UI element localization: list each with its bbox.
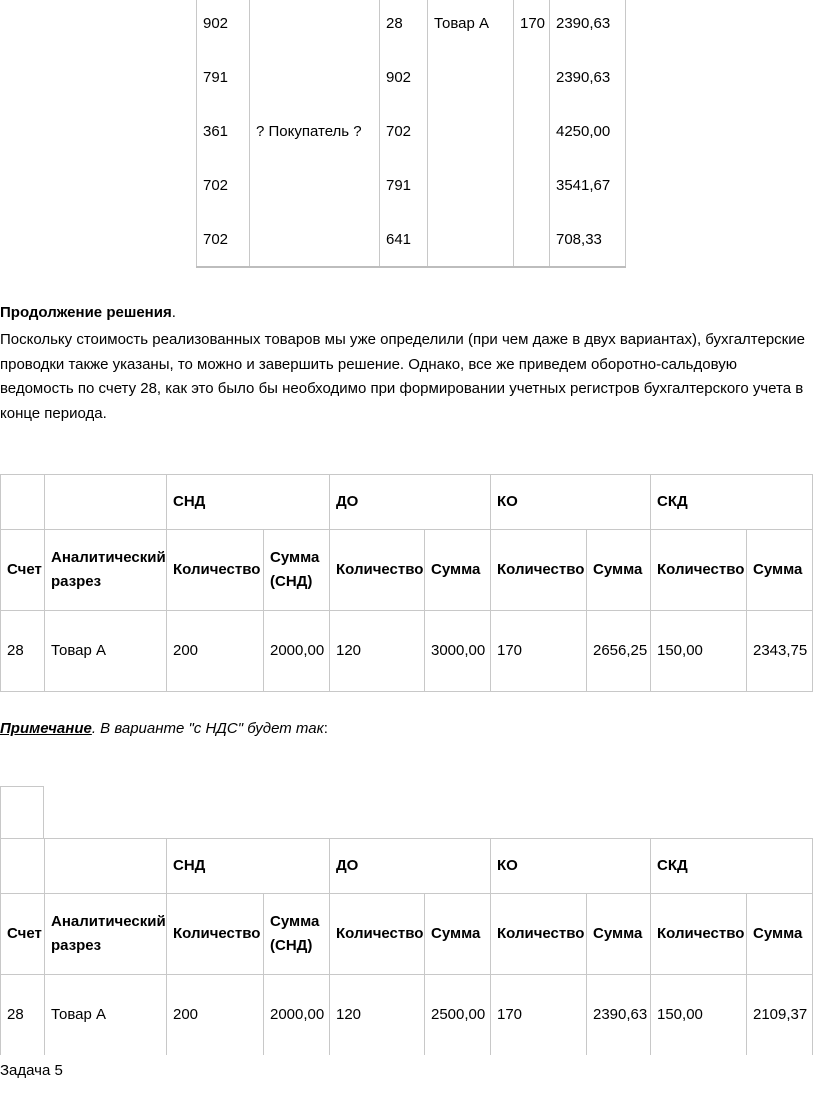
analytics-cell: Товар А [45,975,167,1056]
item-cell [428,50,514,104]
amount-cell: 708,33 [550,212,626,267]
table-row [197,158,626,212]
table-row [197,212,626,267]
quantity-cell: 170 [514,0,550,50]
amount-cell: 4250,00 [550,104,626,158]
column-header: Аналитический разрез [45,894,167,975]
value-cell: 170 [491,975,587,1056]
value-cell: 2500,00 [425,975,491,1056]
value-cell: 2000,00 [264,611,330,692]
column-header: Количество [330,894,425,975]
amount-cell: 3541,67 [550,158,626,212]
item-cell [428,158,514,212]
table-row [197,50,626,104]
section-heading [0,304,176,321]
note-text: . В варианте "с НДС" будет так [91,720,324,737]
group-header-do: ДО [330,475,491,530]
column-header: Сумма [587,530,651,611]
group-header-ko: КО [491,839,651,894]
quantity-cell [514,50,550,104]
debit-account-cell: 902 [197,0,250,50]
debit-account-cell: 791 [197,50,250,104]
heading-dot: . [171,304,176,321]
analytics-cell [250,0,380,50]
quantity-cell [514,212,550,267]
value-cell: 200 [167,611,264,692]
credit-account-cell: 702 [380,104,428,158]
column-header: Количество [491,894,587,975]
column-header: Количество [167,894,264,975]
analytics-cell [250,50,380,104]
task-label: Задача 5 [0,1062,63,1079]
account-cell: 28 [1,975,45,1056]
value-cell: 120 [330,975,425,1056]
column-header-row [1,894,813,975]
credit-account-cell: 641 [380,212,428,267]
value-cell: 2390,63 [587,975,651,1056]
column-header: Сумма [587,894,651,975]
value-cell: 200 [167,975,264,1056]
column-header: Аналитический разрез [45,530,167,611]
group-header-snd: СНД [167,839,330,894]
note-colon: : [323,720,328,737]
column-header: Сумма (СНД) [264,894,330,975]
amount-cell: 2390,63 [550,50,626,104]
value-cell: 150,00 [651,611,747,692]
column-header: Сумма [425,530,491,611]
column-header: Количество [651,530,747,611]
empty-corner-cell [0,786,44,838]
value-cell: 150,00 [651,975,747,1056]
column-header: Счет [1,530,45,611]
credit-account-cell: 791 [380,158,428,212]
column-header: Количество [167,530,264,611]
analytics-cell [250,158,380,212]
debit-account-cell: 361 [197,104,250,158]
column-header: Сумма [747,894,813,975]
journal-entries-table [196,0,626,268]
column-header: Количество [330,530,425,611]
table-row [1,975,813,1056]
account-cell: 28 [1,611,45,692]
analytics-cell: Товар А [45,611,167,692]
item-cell: Товар А [428,0,514,50]
credit-account-cell: 902 [380,50,428,104]
value-cell: 3000,00 [425,611,491,692]
item-cell [428,104,514,158]
note-label: Примечание [0,720,92,737]
quantity-cell [514,104,550,158]
table-row [197,104,626,158]
column-header: Количество [651,894,747,975]
table-row [197,0,626,50]
analytics-cell: ? Покупатель ? [250,104,380,158]
heading-text: Продолжение решения [0,304,172,321]
debit-account-cell: 702 [197,212,250,267]
credit-account-cell: 28 [380,0,428,50]
group-header-row [1,475,813,530]
value-cell: 2000,00 [264,975,330,1056]
column-header: Сумма [747,530,813,611]
turnover-table-vat [0,838,813,1055]
group-header-snd: СНД [167,475,330,530]
group-header-do: ДО [330,839,491,894]
column-header: Количество [491,530,587,611]
group-header-row [1,839,813,894]
analytics-cell [250,212,380,267]
quantity-cell [514,158,550,212]
column-header: Сумма [425,894,491,975]
group-header-ko: КО [491,475,651,530]
table-row [1,611,813,692]
note-line [0,720,328,737]
debit-account-cell: 702 [197,158,250,212]
empty-cell [1,839,45,894]
solution-paragraph: Поскольку стоимость реализованных товаров мы уже определили (при чем даже в двух вариантах), бухгалтерские проводки также указаны, то можно и завершить решение. Однако, все же приведем оборотно-сальдовую ведомость по счету 28, как это было бы необходимо при формировании учетных регистров бухгалтерского учета в конце периода. [0,331,805,422]
value-cell: 170 [491,611,587,692]
turnover-table [0,474,813,692]
empty-cell [1,475,45,530]
amount-cell: 2390,63 [550,0,626,50]
empty-cell [45,839,167,894]
column-header: Счет [1,894,45,975]
column-header: Сумма (СНД) [264,530,330,611]
value-cell: 2109,37 [747,975,813,1056]
column-header-row [1,530,813,611]
value-cell: 2656,25 [587,611,651,692]
group-header-skd: СКД [651,839,813,894]
item-cell [428,212,514,267]
value-cell: 2343,75 [747,611,813,692]
group-header-skd: СКД [651,475,813,530]
value-cell: 120 [330,611,425,692]
empty-cell [45,475,167,530]
